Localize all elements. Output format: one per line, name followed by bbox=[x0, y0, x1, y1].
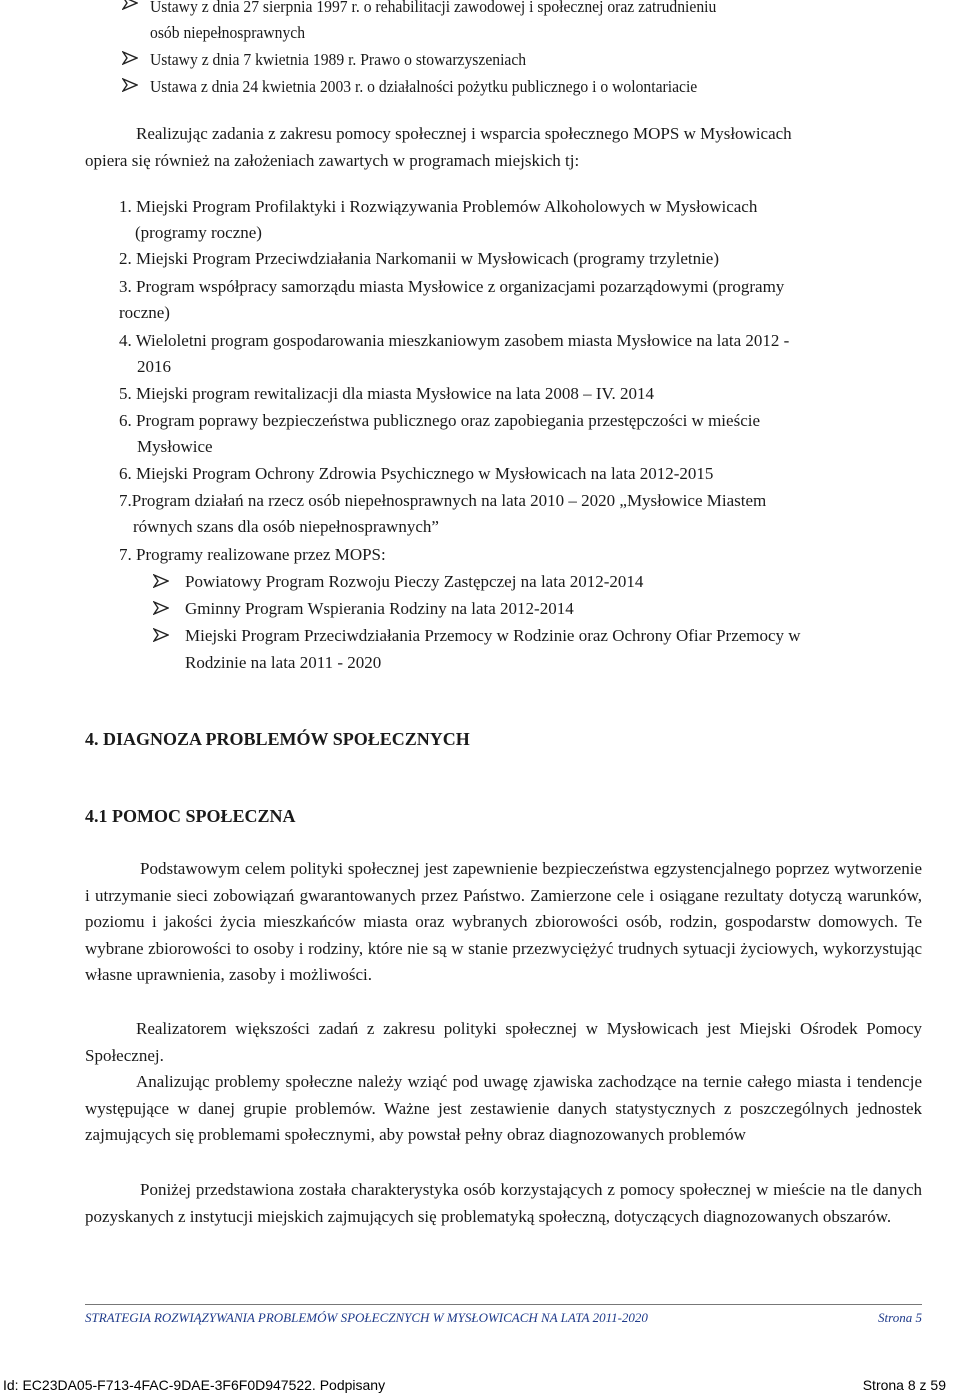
program-7-cont: równych szans dla osób niepełnosprawnych” bbox=[133, 517, 439, 536]
bullet-law-1997-cont: osób niepełnosprawnych bbox=[150, 23, 306, 42]
program-1-cont: (programy roczne) bbox=[135, 223, 262, 242]
program-4-cont: 2016 bbox=[137, 357, 171, 376]
program-6: 6. Program poprawy bezpieczeństwa publicznego oraz zapobiegania przestępczości w mieście bbox=[119, 411, 761, 430]
mops-bullet-3-cont: Rodzinie na lata 2011 - 2020 bbox=[185, 653, 382, 672]
bullet-law-2003: Ustawa z dnia 24 kwietnia 2003 r. o działalności pożytku publicznego i o wolontariacie bbox=[150, 77, 698, 96]
program-1: 1. Miejski Program Profilaktyki i Rozwiązywania Problemów Alkoholowych w Mysłowicach bbox=[119, 197, 758, 216]
program-2: 2. Miejski Program Przeciwdziałania Narkomanii w Mysłowicach (programy trzyletnie) bbox=[119, 249, 720, 268]
paragraph-2: Realizatorem większości zadań z zakresu polityki społecznej w Mysłowicach jest Miejski Ośrodek Pomocy Społecznej. bbox=[85, 1019, 922, 1065]
program-7: 7.Program działań na rzecz osób niepełnosprawnych na lata 2010 – 2020 „Mysłowice Miastem bbox=[119, 491, 767, 510]
footer-page: Strona 5 bbox=[878, 1310, 922, 1325]
program-4: 4. Wieloletni program gospodarowania mieszkaniowym zasobem miasta Mysłowice na lata 2012 - bbox=[119, 331, 790, 350]
paragraph-4: Poniżej przedstawiona została charakterystyka osób korzystających z pomocy społecznej w mieście na tle danych pozyskanych z instytucji miejskich zajmujących się problematyką społeczną, dotyczących diagnozowanych obszarów. bbox=[85, 1180, 922, 1226]
section-heading: 4. DIAGNOZA PROBLEMÓW SPOŁECZNYCH bbox=[85, 729, 470, 749]
program-7b: 7. Programy realizowane przez MOPS: bbox=[119, 545, 386, 564]
program-5: 5. Miejski program rewitalizacji dla miasta Mysłowice na lata 2008 – IV. 2014 bbox=[119, 384, 655, 403]
intro-line-1: Realizując zadania z zakresu pomocy społecznej i wsparcia społecznego MOPS w Mysłowicach bbox=[136, 124, 792, 143]
mops-bullet-2: Gminny Program Wspierania Rodziny na lata 2012-2014 bbox=[185, 599, 574, 618]
program-6b: 6. Miejski Program Ochrony Zdrowia Psychicznego w Mysłowicach na lata 2012-2015 bbox=[119, 464, 714, 483]
footer-title: STRATEGIA ROZWIĄZYWANIA PROBLEMÓW SPOŁECZNYCH W MYSŁOWICACH NA LATA 2011-2020 bbox=[85, 1310, 648, 1325]
intro-line-2: opiera się również na założeniach zawartych w programach miejskich tj: bbox=[85, 151, 580, 170]
mops-bullet-3: Miejski Program Przeciwdziałania Przemocy w Rodzinie oraz Ochrony Ofiar Przemocy w bbox=[185, 626, 801, 645]
bullet-law-1997: Ustawy z dnia 27 sierpnia 1997 r. o rehabilitacji zawodowej i społecznej oraz zatrudnieniu bbox=[150, 0, 717, 16]
program-3-cont: roczne) bbox=[119, 303, 170, 322]
page-counter: Strona 8 z 59 bbox=[862, 1377, 946, 1393]
paragraph-1: Podstawowym celem polityki społecznej jest zapewnienie bezpieczeństwa egzystencjalnego poprzez wytworzenie i utrzymanie sieci zobowiązań gwarantowanych przez Państwo. Zamierzone cele i osiągane rezultaty dotyczą warunków, poziomu i jakości życia mieszkańców miasta oraz wybranych zbiorowości osób, rodzin, gospodarstw domowych. Te wybrane zbiorowości to osoby i rodziny, które nie są w stanie przezwyciężyć trudnych sytuacji życiowych, wykorzystując własne uprawnienia, zasoby i możliwości. bbox=[85, 859, 922, 985]
program-6-cont: Mysłowice bbox=[137, 437, 213, 456]
mops-bullet-1: Powiatowy Program Rozwoju Pieczy Zastępczej na lata 2012-2014 bbox=[185, 572, 644, 591]
bullet-law-1989: Ustawy z dnia 7 kwietnia 1989 r. Prawo o stowarzyszeniach bbox=[150, 50, 527, 69]
program-3: 3. Program współpracy samorządu miasta Mysłowice z organizacjami pozarządowymi (programy bbox=[119, 277, 785, 296]
document-id: Id: EC23DA05-F713-4FAC-9DAE-3F6F0D947522. Podpisany bbox=[3, 1377, 386, 1393]
paragraph-3: Analizując problemy społeczne należy wziąć pod uwagę zjawiska zachodzące na ternie całego miasta i tendencje występujące w danej grupie problemów. Ważne jest zestawienie danych statystycznych z poszczególnych jednostek zajmujących się problemami społecznymi, aby powstał pełny obraz diagnozowanych problemów bbox=[85, 1072, 922, 1145]
subsection-heading: 4.1 POMOC SPOŁECZNA bbox=[85, 806, 296, 826]
footer-rule bbox=[85, 1304, 922, 1305]
